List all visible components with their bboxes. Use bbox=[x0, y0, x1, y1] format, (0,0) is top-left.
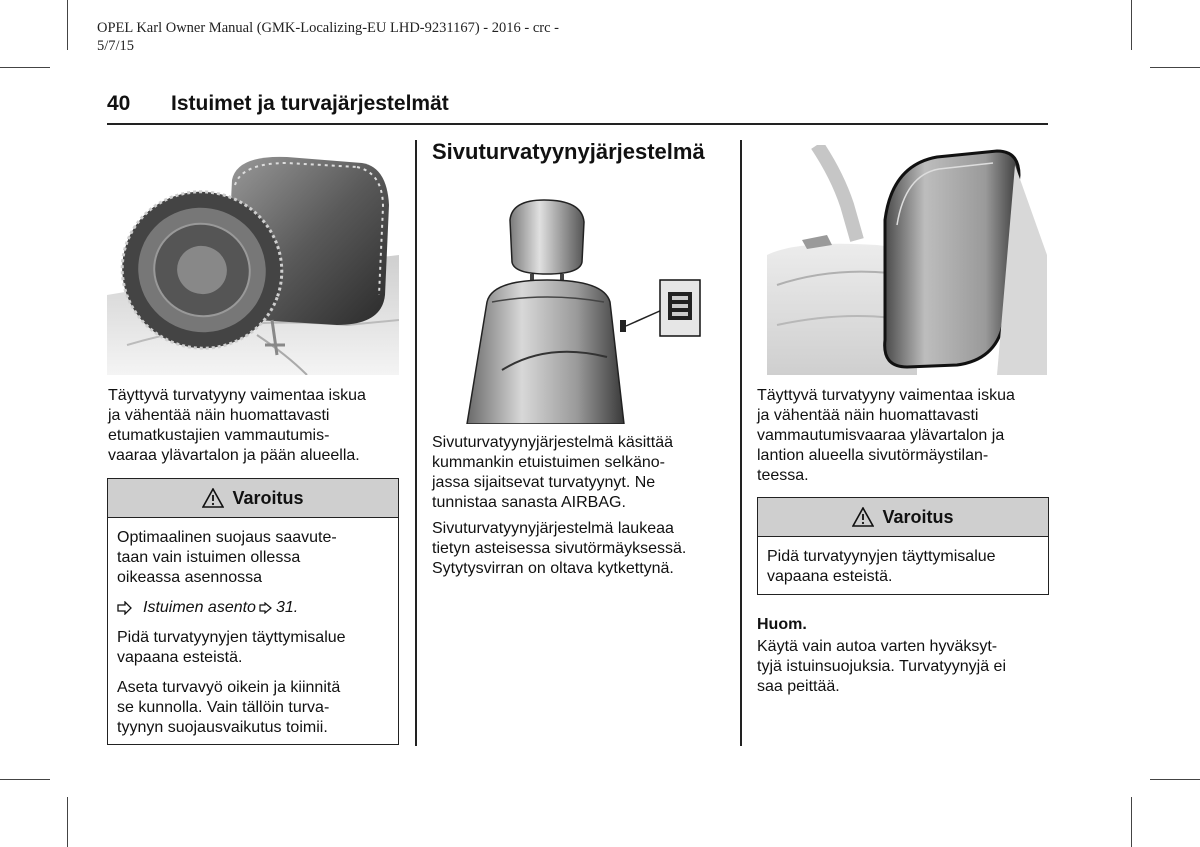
warning-body bbox=[108, 518, 398, 746]
warning-box-right bbox=[757, 497, 1049, 595]
text-line: ja vähentää näin huomattavasti bbox=[108, 407, 330, 424]
warning-paragraph bbox=[767, 547, 1039, 587]
text-line: jassa sijaitsevat turvatyynyt. Ne bbox=[432, 474, 656, 491]
text-line: saa peittää. bbox=[757, 678, 840, 695]
text-line: vammautumisvaaraa ylävartalon ja bbox=[757, 427, 1005, 444]
reference-text: Istuimen asento bbox=[143, 599, 256, 616]
warning-title: Varoitus bbox=[882, 506, 954, 527]
document-meta bbox=[97, 19, 559, 55]
seat-with-airbag-label-illustration bbox=[432, 192, 727, 424]
text-line: Pidä turvatyynyjen täyttymisalue bbox=[117, 629, 346, 646]
text-line: etumatkustajien vammautumis- bbox=[108, 427, 330, 444]
warning-header bbox=[758, 498, 1048, 537]
warning-triangle-icon bbox=[852, 507, 874, 527]
document-meta-line2: 5/7/15 bbox=[97, 38, 135, 54]
text-line: vaaraa ylävartalon ja pään alueella. bbox=[108, 447, 360, 464]
text-line: Sivuturvatyynyjärjestelmä laukeaa bbox=[432, 520, 674, 537]
header-rule bbox=[107, 123, 1048, 125]
text-line: Aseta turvavyö oikein ja kiinnitä bbox=[117, 679, 341, 696]
page-arrow-icon bbox=[259, 602, 273, 614]
text-line: Sytytysvirran on oltava kytkettynä. bbox=[432, 560, 674, 577]
text-line: tunnistaa sanasta AIRBAG. bbox=[432, 494, 626, 511]
crop-mark bbox=[1150, 67, 1200, 68]
middle-paragraph-2 bbox=[432, 519, 732, 579]
reference-arrow-icon bbox=[117, 601, 133, 615]
crop-mark bbox=[0, 779, 50, 780]
warning-triangle-icon bbox=[202, 488, 224, 508]
warning-paragraph bbox=[117, 678, 389, 738]
crop-mark bbox=[1150, 779, 1200, 780]
right-paragraph bbox=[757, 386, 1052, 486]
text-line: teessa. bbox=[757, 467, 809, 484]
text-line: tietyn asteisessa sivutörmäyksessä. bbox=[432, 540, 687, 557]
text-line: Käytä vain autoa varten hyväksyt- bbox=[757, 638, 998, 655]
crop-mark bbox=[67, 0, 68, 50]
page-number: 40 bbox=[107, 92, 131, 115]
note-title: Huom. bbox=[757, 616, 807, 633]
text-line: vapaana esteistä. bbox=[117, 649, 243, 666]
text-line: Täyttyvä turvatyyny vaimentaa iskua bbox=[757, 387, 1015, 404]
column-divider bbox=[415, 140, 417, 746]
document-meta-line1: OPEL Karl Owner Manual (GMK-Localizing-EU LHD-9231167) - 2016 - crc - bbox=[97, 20, 559, 36]
text-line: Sivuturvatyynyjärjestelmä käsittää bbox=[432, 434, 673, 451]
text-line: Täyttyvä turvatyyny vaimentaa iskua bbox=[108, 387, 366, 404]
text-line: lantion alueella sivutörmäystilan- bbox=[757, 447, 989, 464]
left-paragraph bbox=[108, 386, 403, 466]
reference-period: . bbox=[293, 599, 299, 616]
crop-mark bbox=[1131, 0, 1132, 50]
section-heading: Sivuturvatyynyjärjestelmä bbox=[432, 139, 705, 164]
side-airbag-inflated-illustration bbox=[757, 145, 1049, 375]
warning-box-left bbox=[107, 478, 399, 745]
section-title: Istuimet ja turvajärjestelmät bbox=[171, 92, 449, 115]
crop-mark bbox=[67, 797, 68, 847]
text-line: se kunnolla. Vain tällöin turva- bbox=[117, 699, 330, 716]
text-line: taan vain istuimen ollessa bbox=[117, 549, 301, 566]
text-line: kummankin etuistuimen selkäno- bbox=[432, 454, 665, 471]
warning-title: Varoitus bbox=[232, 487, 304, 508]
middle-paragraph-1 bbox=[432, 433, 732, 513]
text-line: ja vähentää näin huomattavasti bbox=[757, 407, 979, 424]
warning-paragraph bbox=[117, 528, 389, 588]
note-paragraph bbox=[757, 637, 1052, 697]
warning-body bbox=[758, 537, 1048, 595]
text-line: tyynyn suojausvaikutus toimii. bbox=[117, 719, 328, 736]
cross-reference[interactable] bbox=[117, 598, 389, 618]
crop-mark bbox=[0, 67, 50, 68]
crop-mark bbox=[1131, 797, 1132, 847]
column-divider bbox=[740, 140, 742, 746]
steering-wheel-airbag-illustration bbox=[107, 145, 399, 375]
text-line: oikeassa asennossa bbox=[117, 569, 262, 586]
text-line: Optimaalinen suojaus saavute- bbox=[117, 529, 337, 546]
reference-page: 31 bbox=[275, 599, 294, 616]
warning-header bbox=[108, 479, 398, 518]
text-line: vapaana esteistä. bbox=[767, 568, 893, 585]
text-line: tyjä istuinsuojuksia. Turvatyynyjä ei bbox=[757, 658, 1006, 675]
warning-paragraph bbox=[117, 628, 389, 668]
text-line: Pidä turvatyynyjen täyttymisalue bbox=[767, 548, 996, 565]
